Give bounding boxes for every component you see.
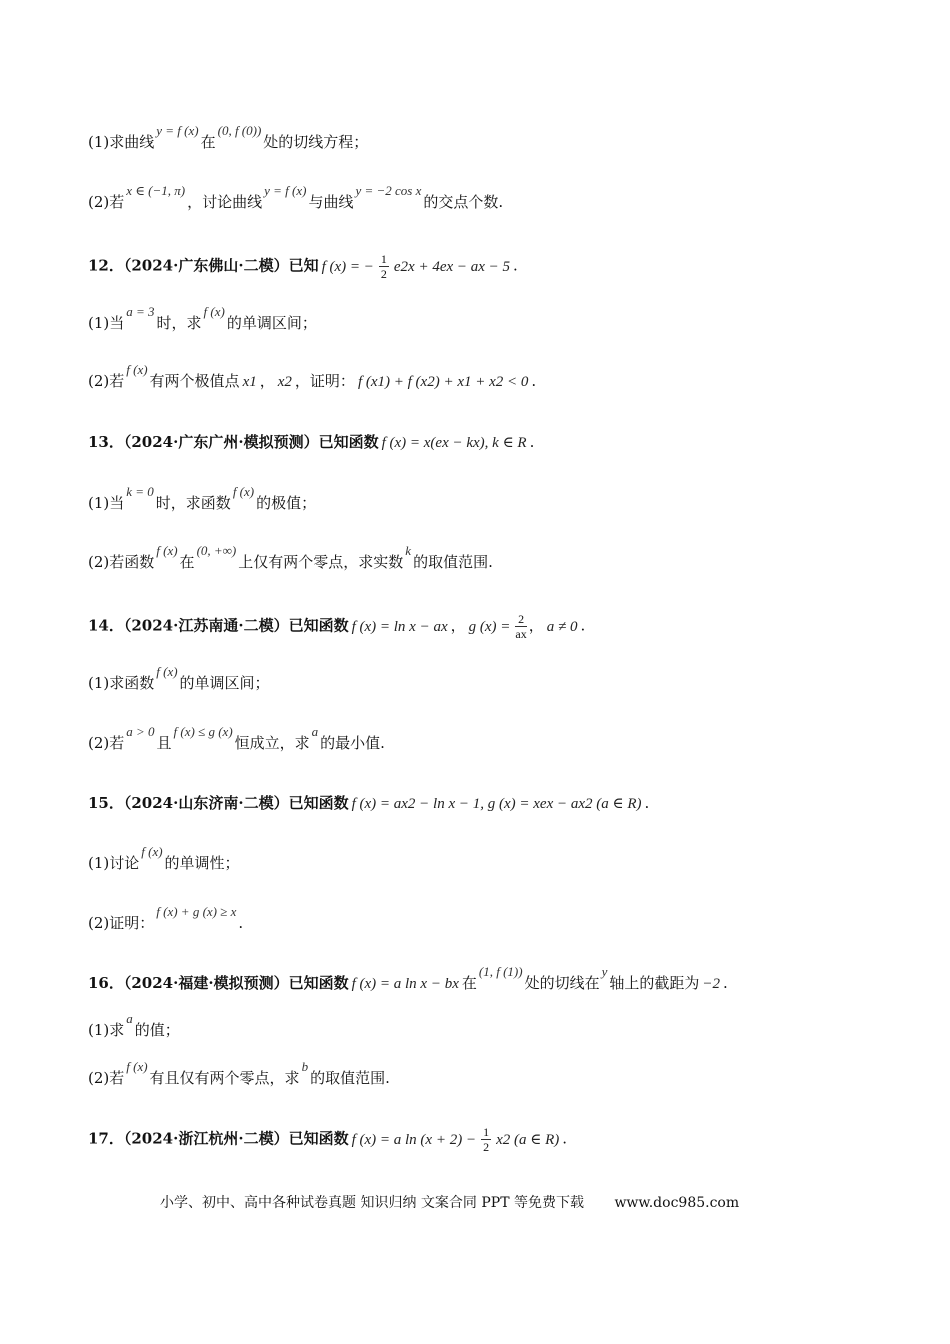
problem-heading: 15．（2024·山东济南·二模）已知函数: [88, 794, 349, 812]
text-segment: ，证明：: [294, 372, 355, 390]
footer-url[interactable]: www.doc985.com: [614, 1195, 740, 1211]
line-q14: [88, 612, 585, 641]
math-expression: y = −2 cos x: [355, 183, 422, 198]
math-expression: e2x + 4ex − ax − 5: [393, 258, 511, 275]
text-segment: .: [644, 794, 650, 812]
math-expression: f (x): [156, 543, 178, 558]
line-q13_1: [88, 484, 317, 514]
math-expression: (1, f (1)): [478, 964, 523, 979]
text-segment: 时，求: [156, 314, 202, 332]
line-q13_2: [88, 543, 493, 573]
text-segment: (1)当: [88, 494, 125, 512]
page-footer: [160, 1192, 739, 1212]
math-expression: f (x) = a ln x − bx: [351, 976, 459, 992]
line-q17: [88, 1125, 567, 1154]
math-expression: k = 0: [126, 484, 154, 499]
text-segment: 时，求函数: [155, 494, 231, 512]
math-expression: f (x) + g (x) ≥ x: [156, 904, 237, 919]
line-q15_1: [88, 844, 240, 874]
text-segment: 有且仅有两个零点，求: [149, 1069, 300, 1087]
text-segment: 的交点个数.: [423, 193, 504, 211]
text-segment: 在: [461, 974, 477, 992]
math-expression: b: [301, 1059, 309, 1074]
text-segment: 的最小值.: [320, 734, 385, 752]
math-expression: f (x): [126, 362, 148, 377]
text-segment: (1)讨论: [88, 854, 140, 872]
text-segment: 的取值范围.: [413, 553, 493, 571]
line-q16_2: [88, 1059, 390, 1089]
math-expression: g (x) =: [468, 618, 511, 635]
text-segment: 的单调区间；: [179, 674, 270, 692]
math-expression: (0, +∞): [196, 543, 237, 558]
line-q16_1: [88, 1011, 180, 1041]
math-expression: f (x): [141, 844, 163, 859]
text-segment: (2)若: [88, 193, 125, 211]
text-segment: .: [562, 1129, 568, 1148]
text-segment: (2)证明：: [88, 914, 155, 932]
math-expression: f (x) = ln x − ax: [351, 618, 448, 635]
line-q14_2: [88, 724, 385, 754]
math-expression: f (x): [203, 304, 225, 319]
text-segment: (1)求函数: [88, 674, 155, 692]
line-q12_1: [88, 304, 317, 334]
math-expression: f (x) ≤ g (x): [173, 724, 233, 739]
math-expression: f (x): [126, 1059, 148, 1074]
math-expression: f (x): [232, 484, 255, 499]
math-expression: f (x) = ax2 − ln x − 1, g (x) = xex − ax2 (a ∈ R): [351, 796, 642, 812]
text-segment: 与曲线: [308, 193, 354, 211]
fraction-denominator: ax: [515, 627, 527, 641]
text-segment: 处的切线在: [524, 974, 600, 992]
text-segment: 的单调区间；: [226, 314, 317, 332]
math-expression: a: [311, 724, 319, 739]
fraction: [481, 1125, 491, 1154]
text-segment: (2)若: [88, 734, 125, 752]
math-expression: x2 (a ∈ R): [496, 1131, 560, 1148]
text-segment: .: [513, 256, 518, 275]
text-segment: (1)求曲线: [88, 133, 155, 151]
text-segment: 且: [156, 734, 172, 752]
math-expression: x2: [277, 374, 292, 390]
fraction-denominator: 2: [483, 1140, 490, 1154]
fraction: [515, 612, 526, 641]
math-expression: (0, f (0)): [217, 123, 262, 138]
math-expression: a ≠ 0: [546, 618, 578, 635]
fraction: [379, 252, 389, 281]
line-q15: [88, 793, 649, 814]
math-expression: f (x): [156, 664, 178, 679]
math-expression: f (x) = x(ex − kx), k ∈ R: [381, 435, 527, 451]
text-segment: 的取值范围.: [310, 1069, 390, 1087]
text-segment: (2)若函数: [88, 553, 155, 571]
text-segment: ，讨论曲线: [187, 193, 263, 211]
math-expression: a: [126, 1011, 133, 1026]
text-segment: 的单调性；: [164, 854, 240, 872]
fraction-numerator: 1: [380, 252, 387, 266]
text-segment: 的极值；: [256, 494, 317, 512]
text-segment: .: [531, 372, 537, 390]
math-expression: −2: [702, 976, 721, 992]
problem-heading: 13．（2024·广东广州·模拟预测）已知函数: [88, 433, 379, 451]
text-segment: .: [723, 974, 728, 992]
text-segment: .: [529, 433, 535, 451]
math-expression: k: [405, 543, 412, 558]
text-segment: 的值；: [134, 1021, 180, 1039]
text-segment: ，: [528, 616, 544, 635]
text-segment: 有两个极值点: [149, 372, 240, 390]
line-q13: [88, 432, 534, 453]
math-expression: a = 3: [126, 304, 155, 319]
math-expression: x1: [242, 374, 257, 390]
problem-heading: 14．（2024·江苏南通·二模）已知函数: [88, 616, 349, 635]
line-q12: [88, 252, 518, 281]
math-expression: f (x) = a ln (x + 2) −: [351, 1131, 477, 1148]
text-segment: (1)当: [88, 314, 125, 332]
text-segment: ，: [259, 372, 275, 390]
math-expression: f (x) = −: [321, 258, 374, 275]
text-segment: 处的切线方程；: [263, 133, 369, 151]
text-segment: 在: [179, 553, 195, 571]
fraction-numerator: 2: [515, 612, 526, 627]
line-q12_2: [88, 362, 537, 392]
math-expression: y = f (x): [264, 183, 307, 198]
problem-heading: 16．（2024·福建·模拟预测）已知函数: [88, 974, 349, 992]
line-q16: [88, 964, 728, 994]
math-expression: f (x1) + f (x2) + x1 + x2 < 0: [357, 374, 529, 390]
text-segment: .: [580, 616, 586, 635]
text-segment: 轴上的截距为: [609, 974, 700, 992]
text-segment: .: [238, 914, 244, 932]
line-q15_2: [88, 904, 244, 934]
footer-text: 小学、初中、高中各种试卷真题 知识归纳 文案合同 PPT 等免费下载: [160, 1195, 584, 1211]
math-expression: y: [601, 964, 608, 979]
line-q14_1: [88, 664, 270, 694]
fraction-denominator: 2: [380, 267, 387, 281]
line-q11_2: [88, 183, 504, 213]
line-q11_1: [88, 123, 369, 153]
text-segment: 恒成立，求: [234, 734, 310, 752]
problem-heading: 12．（2024·广东佛山·二模）已知: [88, 256, 319, 275]
math-expression: x ∈ (−1, π): [126, 183, 186, 198]
text-segment: ，: [450, 616, 466, 635]
math-expression: a > 0: [126, 724, 155, 739]
text-segment: 在: [200, 133, 216, 151]
math-expression: y = f (x): [156, 123, 199, 138]
problem-heading: 17．（2024·浙江杭州·二模）已知函数: [88, 1129, 349, 1148]
text-segment: 上仅有两个零点，求实数: [238, 553, 404, 571]
text-segment: (2)若: [88, 372, 125, 390]
text-segment: (2)若: [88, 1069, 125, 1087]
text-segment: (1)求: [88, 1021, 125, 1039]
fraction-numerator: 1: [483, 1125, 490, 1139]
